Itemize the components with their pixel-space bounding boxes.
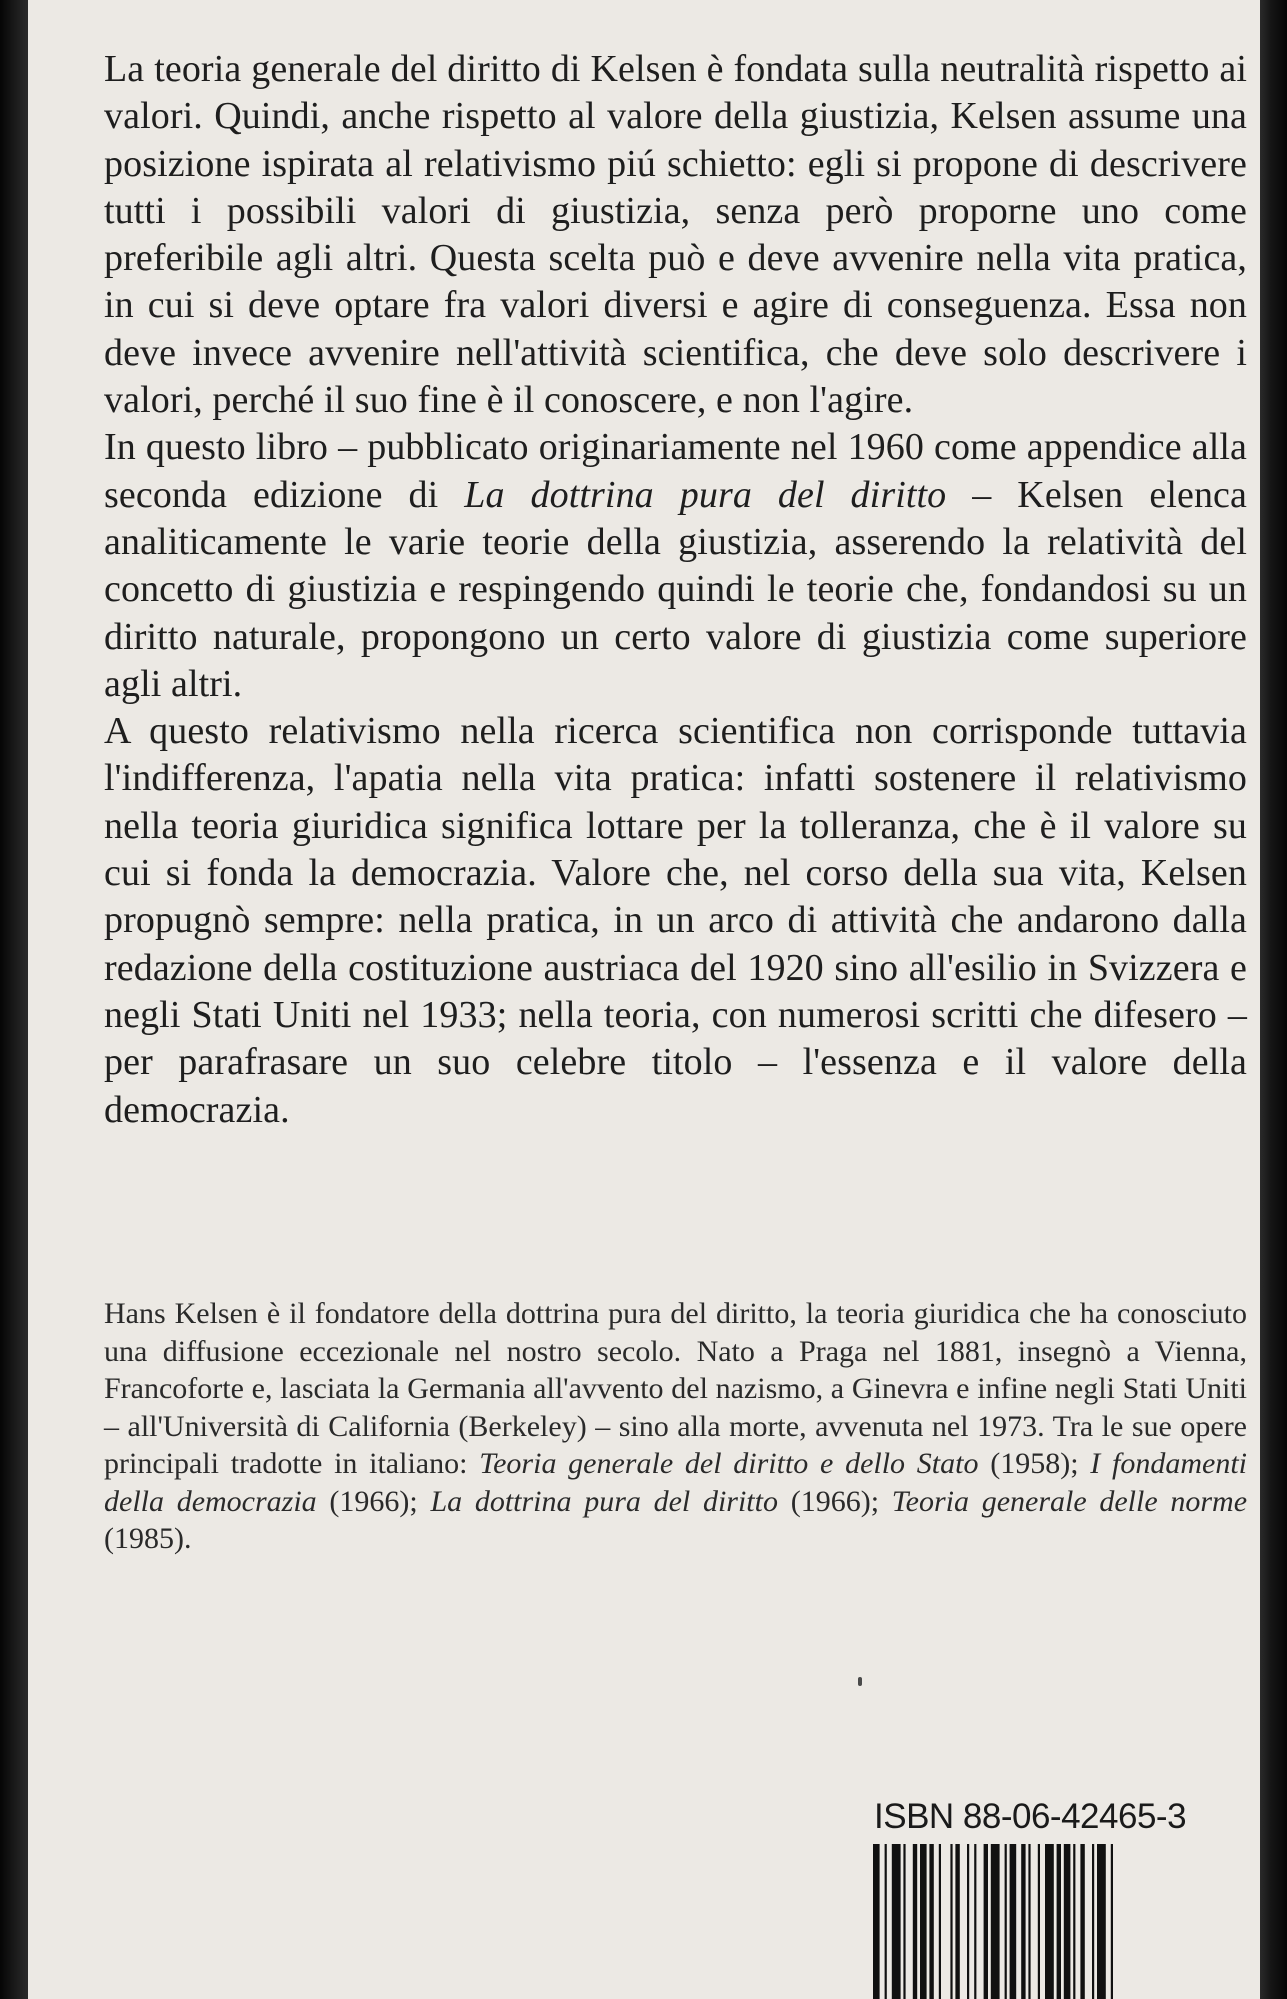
barcode-bar (939, 1844, 941, 1999)
barcode-bar (885, 1844, 887, 1999)
barcode-graphic (871, 1844, 1241, 1999)
work-separator: ; (409, 1484, 431, 1518)
work-year: (1985) (104, 1522, 184, 1555)
blurb-paragraph-2-rest: – Kelsen elenca analiticamente le varie teorie della giustizia, asserendo la relatività del concetto di giustizia e respingendo quindi le teorie che, fondandosi su un diritto naturale, propongono un certo valore di giustizia come superiore agli altri. (104, 473, 1247, 705)
blurb-paragraph-2-lead: In questo libro – pubblicato originariamente nel 1960 come appendice alla seconda edizione di (104, 426, 1247, 516)
barcode-bar (1045, 1844, 1054, 1999)
barcode-bar (1005, 1844, 1007, 1999)
barcode-bar (913, 1844, 917, 1999)
barcode-bar (929, 1844, 933, 1999)
barcode-bar (967, 1844, 969, 1999)
work-title: La dottrina pura del diritto (430, 1484, 778, 1518)
barcode-bar (1021, 1844, 1025, 1999)
blurb-paragraph-2 (104, 424, 1247, 708)
work-separator: ; (1070, 1447, 1091, 1480)
blurb-text (104, 46, 1247, 1134)
barcode-bar (974, 1844, 976, 1999)
author-bio-paragraph (104, 1295, 1247, 1558)
barcode-bar (873, 1844, 880, 1999)
blurb-paragraph-3: A questo relativismo nella ricerca scientifica non corrisponde tuttavia l'indifferenza, l'apatia nella vita pratica: infatti sostenere il relativismo nella teoria giuridica significa lottare per la tolleranza, che è il valore su cui si fonda la democrazia. Valore che, nel corso della sua vita, Kelsen propugnò sempre: nella pratica, in un arco di attività che andarono dalla redazione della costituzione austriaca del 1920 sino all'esilio in Svizzera e negli Stati Uniti nel 1933; nella teoria, con numerosi scritti che difesero – per parafrasare un suo celebre titolo – l'essenza e il valore della democrazia. (104, 710, 1247, 1131)
barcode-bar (1064, 1844, 1071, 1999)
back-cover-page (28, 0, 1260, 1999)
barcode-icon (871, 1844, 1241, 1999)
print-speck (858, 1677, 862, 1686)
work-year: (1966) (790, 1484, 871, 1518)
barcode-bar (920, 1844, 927, 1999)
barcode-bar (1097, 1844, 1106, 1999)
barcode-bar (1028, 1844, 1030, 1999)
barcode-bar (1057, 1844, 1061, 1999)
barcode-bar (1010, 1844, 1017, 1999)
work-title: Teoria generale delle norme (891, 1484, 1248, 1518)
isbn-label: ISBN 88-06-42465-3 (874, 1797, 1187, 1836)
work-title: I fondamenti della democrazia (104, 1447, 1247, 1518)
barcode-bar (903, 1844, 905, 1999)
work-entry (430, 1485, 891, 1518)
barcode-bar (984, 1844, 988, 1999)
barcode-bar (892, 1844, 901, 1999)
scan-edge-right (1260, 0, 1287, 1999)
author-bio-text: Hans Kelsen è il fondatore della dottrina pura del diritto, la teoria giuridica che ha conosciuto una diffusione eccezionale nel nostro secolo. Nato a Praga nel 1881, insegnò a Vienna, Francoforte e, lasciata la Germania all'avvento del nazismo, a Ginevra e infine negli Stati Uniti – all'Università di California (Berkeley) – sino alla morte, avvenuta nel 1973. Tra le sue opere principali tradotte in italiano: (104, 1297, 1247, 1480)
work-title: Teoria generale del diritto e dello Stato (479, 1447, 979, 1480)
blurb-paragraph-1: La teoria generale del diritto di Kelsen è fondata sulla neutralità rispetto ai valori. Quindi, anche rispetto al valore della giustizia, Kelsen assume una posizione ispirata al relativismo piú schietto: egli si propone di descrivere tutti i possibili valori di giustizia, senza però proporne uno come preferibile agli altri. Questa scelta può e deve avvenire nella vita pratica, in cui si deve optare fra valori diversi e agire di conseguenza. Essa non deve invece avvenire nell'attività scientifica, che deve solo descrivere i valori, perché il suo fine è il conoscere, e non l'agire. (104, 48, 1247, 422)
scan-edge-left (0, 0, 28, 1999)
work-entry (479, 1447, 1090, 1480)
work-separator: . (183, 1522, 192, 1555)
work-separator: ; (870, 1484, 892, 1518)
barcode-bar (1073, 1844, 1075, 1999)
book-title: La dottrina pura del diritto (464, 473, 947, 516)
work-year: (1958) (990, 1447, 1071, 1480)
barcode-bar (1038, 1844, 1040, 1999)
barcode-bar (991, 1844, 1000, 1999)
barcode-bar (955, 1844, 959, 1999)
work-year: (1966) (329, 1484, 410, 1518)
barcode-bar (950, 1844, 952, 1999)
barcode-bar (1080, 1844, 1084, 1999)
author-bio (104, 1295, 1247, 1558)
barcode-bar (1111, 1844, 1113, 1999)
barcode-bar (1092, 1844, 1094, 1999)
